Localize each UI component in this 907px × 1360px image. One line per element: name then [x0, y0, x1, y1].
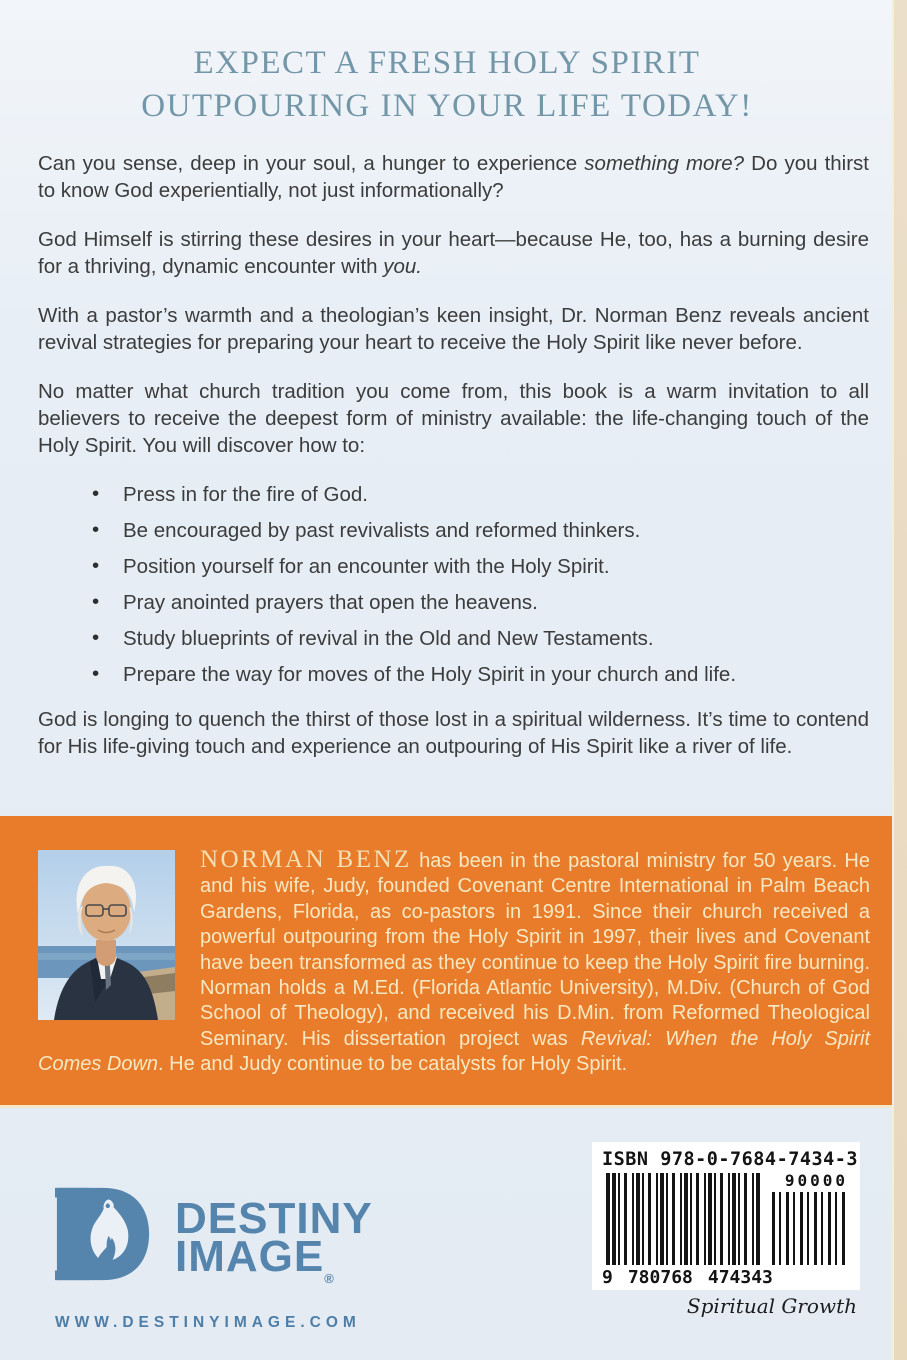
barcode-digits: [602, 1267, 850, 1288]
paragraph-1-text: Can you sense, deep in your soul, a hunger to experience: [38, 152, 585, 175]
publisher-name-line2: $IMAGE_®$: [175, 1232, 334, 1286]
cover-headline: [0, 42, 894, 128]
list-item: • Press in for the fire of God.: [92, 481, 869, 508]
category-label: Spiritual Growth: [686, 1294, 857, 1318]
paragraph-1-emphasis: something more?: [584, 152, 745, 175]
publisher-block: [55, 1186, 373, 1332]
discover-list: [38, 481, 869, 688]
list-item: • Position yourself for an encounter with the Holy Spirit.: [92, 553, 869, 580]
barcode-digit-group: 780768: [627, 1267, 693, 1288]
paragraph-2-text: God Himself is stirring these desires in your heart—because He, too, has a burning desire for a thriving, dynamic encounter with: [38, 228, 869, 278]
author-bio-body: has been in the pastoral ministry for 50 years. He and his wife, Judy, founded Covenant Centre International in Palm Beach Gardens, Florida, as co-pastors in 1991. Since their church received a powerful outpouring from the Holy Spirit in 1997, their lives and Covenant have been transformed as they continue to keep the Holy Spirit fire burning. Norman holds a M.Ed. (Florida Atlantic University), M.Div. (Church of God School of Theology), and received his D.Min. from Reformed Theological Seminary. His dissertation project was: [200, 850, 870, 1050]
barcode-digit-group: 474343: [707, 1267, 773, 1288]
author-name: NORMAN BENZ: [200, 846, 412, 873]
list-item: • Study blueprints of revival in the Old and New Testaments.: [92, 625, 869, 652]
back-cover-copy: [38, 150, 869, 782]
list-item: • Prepare the way for moves of the Holy Spirit in your church and life.: [92, 661, 869, 688]
paragraph-1-text-end: Do you thirst to know God experientially, not just informationally?: [38, 152, 869, 202]
paragraph-1: [38, 150, 869, 204]
isbn-barcode: [592, 1142, 860, 1290]
list-item: • Pray anointed prayers that open the heavens.: [92, 589, 869, 616]
isbn-number: ISBN 978-0-7684-7434-3: [602, 1149, 859, 1170]
paragraph-2: [38, 226, 869, 280]
headline-line-2: OUTPOURING IN YOUR LIFE TODAY!: [141, 88, 753, 124]
dissertation-title: Revival: When the Holy Spirit Comes Down: [38, 1027, 870, 1076]
headline-line-1: EXPECT A FRESH HOLY SPIRIT: [193, 45, 701, 81]
paragraph-4: No matter what church tradition you come from, this book is a warm invitation to all believers to receive the deepest form of ministry available: the life-changing touch of the Holy Spirit. You will discover how to:: [38, 380, 869, 457]
publisher-name-line1: DESTINY: [175, 1194, 373, 1243]
barcode-supplement-bars: [772, 1192, 848, 1265]
page-edge: [892, 0, 907, 1360]
author-photo: [38, 850, 175, 1020]
paragraph-3: With a pastor’s warmth and a theologian’s keen insight, Dr. Norman Benz reveals ancient revival strategies for preparing your heart to receive the Holy Spirit like never before.: [38, 304, 869, 354]
paragraph-2-emphasis: you.: [383, 255, 422, 278]
list-item: • Be encouraged by past revivalists and reformed thinkers.: [92, 517, 869, 544]
author-bio-band: [0, 816, 907, 1108]
barcode-digit-group: 9: [602, 1267, 613, 1288]
destiny-image-logo: [55, 1186, 151, 1282]
barcode-price-code: 90000: [784, 1171, 848, 1190]
publisher-name: [175, 1194, 373, 1298]
author-bio-body-end: . He and Judy continue to be catalysts for Holy Spirit.: [158, 1053, 628, 1076]
paragraph-5: God is longing to quench the thirst of those lost in a spiritual wilderness. It’s time to contend for His life-giving touch and experience an outpouring of His Spirit like a river of life.: [38, 708, 869, 758]
barcode-bars: [606, 1173, 760, 1265]
registered-mark: ®: [324, 1271, 334, 1286]
publisher-website: WWW.DESTINYIMAGE.COM: [55, 1314, 361, 1331]
